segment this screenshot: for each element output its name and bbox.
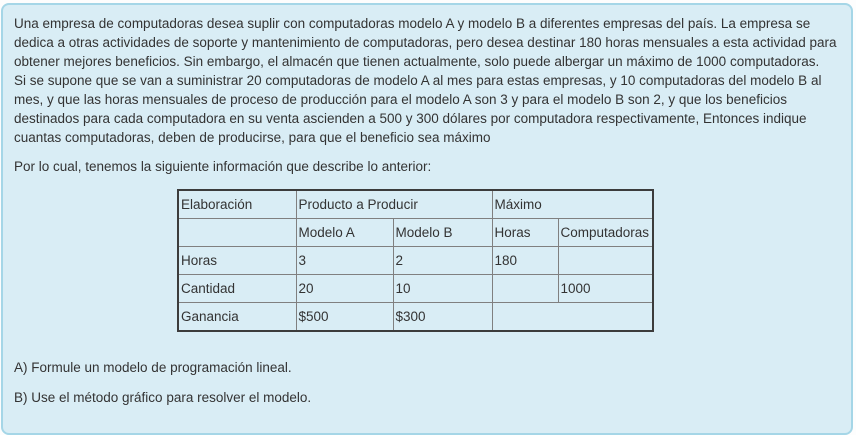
- table-cell: 2: [393, 247, 492, 275]
- table-intro: Por lo cual, tenemos la siguiente información que describe lo anterior:: [14, 159, 432, 174]
- table-row-ganancia: [178, 303, 653, 332]
- row-label: Cantidad: [178, 275, 296, 303]
- table-cell: $300: [393, 303, 492, 332]
- header-cell-modelo-b: Modelo B: [393, 219, 492, 247]
- table-header-row-1: [178, 190, 653, 219]
- table-cell: 180: [492, 247, 558, 275]
- header-cell-maximo: Máximo: [492, 190, 653, 219]
- header-cell-blank: [178, 219, 296, 247]
- header-cell-modelo-a: Modelo A: [296, 219, 393, 247]
- header-cell-elaboracion: Elaboración: [178, 190, 296, 219]
- problem-panel: [1, 3, 853, 435]
- table-header-row-2: [178, 219, 653, 247]
- question-a: A) Formule un modelo de programación lineal.: [14, 360, 292, 375]
- table-cell: 3: [296, 247, 393, 275]
- table-cell: $500: [296, 303, 393, 332]
- table-cell: 10: [393, 275, 492, 303]
- row-label: Ganancia: [178, 303, 296, 332]
- table-cell: 20: [296, 275, 393, 303]
- header-cell-computadoras: Computadoras: [558, 219, 653, 247]
- question-b: B) Use el método gráfico para resolver el modelo.: [14, 390, 312, 405]
- problem-statement: Una empresa de computadoras desea suplir con computadoras modelo A y modelo B a diferentes empresas del país. La empresa se dedica a otras actividades de soporte y mantenimiento de computadoras, pero desea destinar 180 horas mensuales a esta actividad para obtener mejores beneficios. Sin embargo, el almacén que tienen actualmente, solo puede albergar un máximo de 1000 computadoras. Si se supone que se van a suministrar 20 computadoras de modelo A al mes para estas empresas, y 10 computadoras del modelo B al mes, y que las horas mensuales de proceso de producción para el modelo A son 3 y para el modelo B son 2, y que los beneficios destinados para cada computadora en su venta ascienden a 500 y 300 dólares por computadora respectivamente, Entonces indique cuantas computadoras, deben de producirse, para que el beneficio sea máximo: [14, 16, 841, 145]
- table-cell: [492, 275, 558, 303]
- row-label: Horas: [178, 247, 296, 275]
- questions-section: [14, 358, 838, 407]
- table-row-horas: [178, 247, 653, 275]
- table-row-cantidad: [178, 275, 653, 303]
- table-cell: [558, 247, 653, 275]
- header-cell-producto: Producto a Producir: [296, 190, 492, 219]
- table-cell-merged: [492, 303, 653, 332]
- header-cell-horas: Horas: [492, 219, 558, 247]
- data-table: [177, 189, 654, 332]
- table-cell: 1000: [558, 275, 653, 303]
